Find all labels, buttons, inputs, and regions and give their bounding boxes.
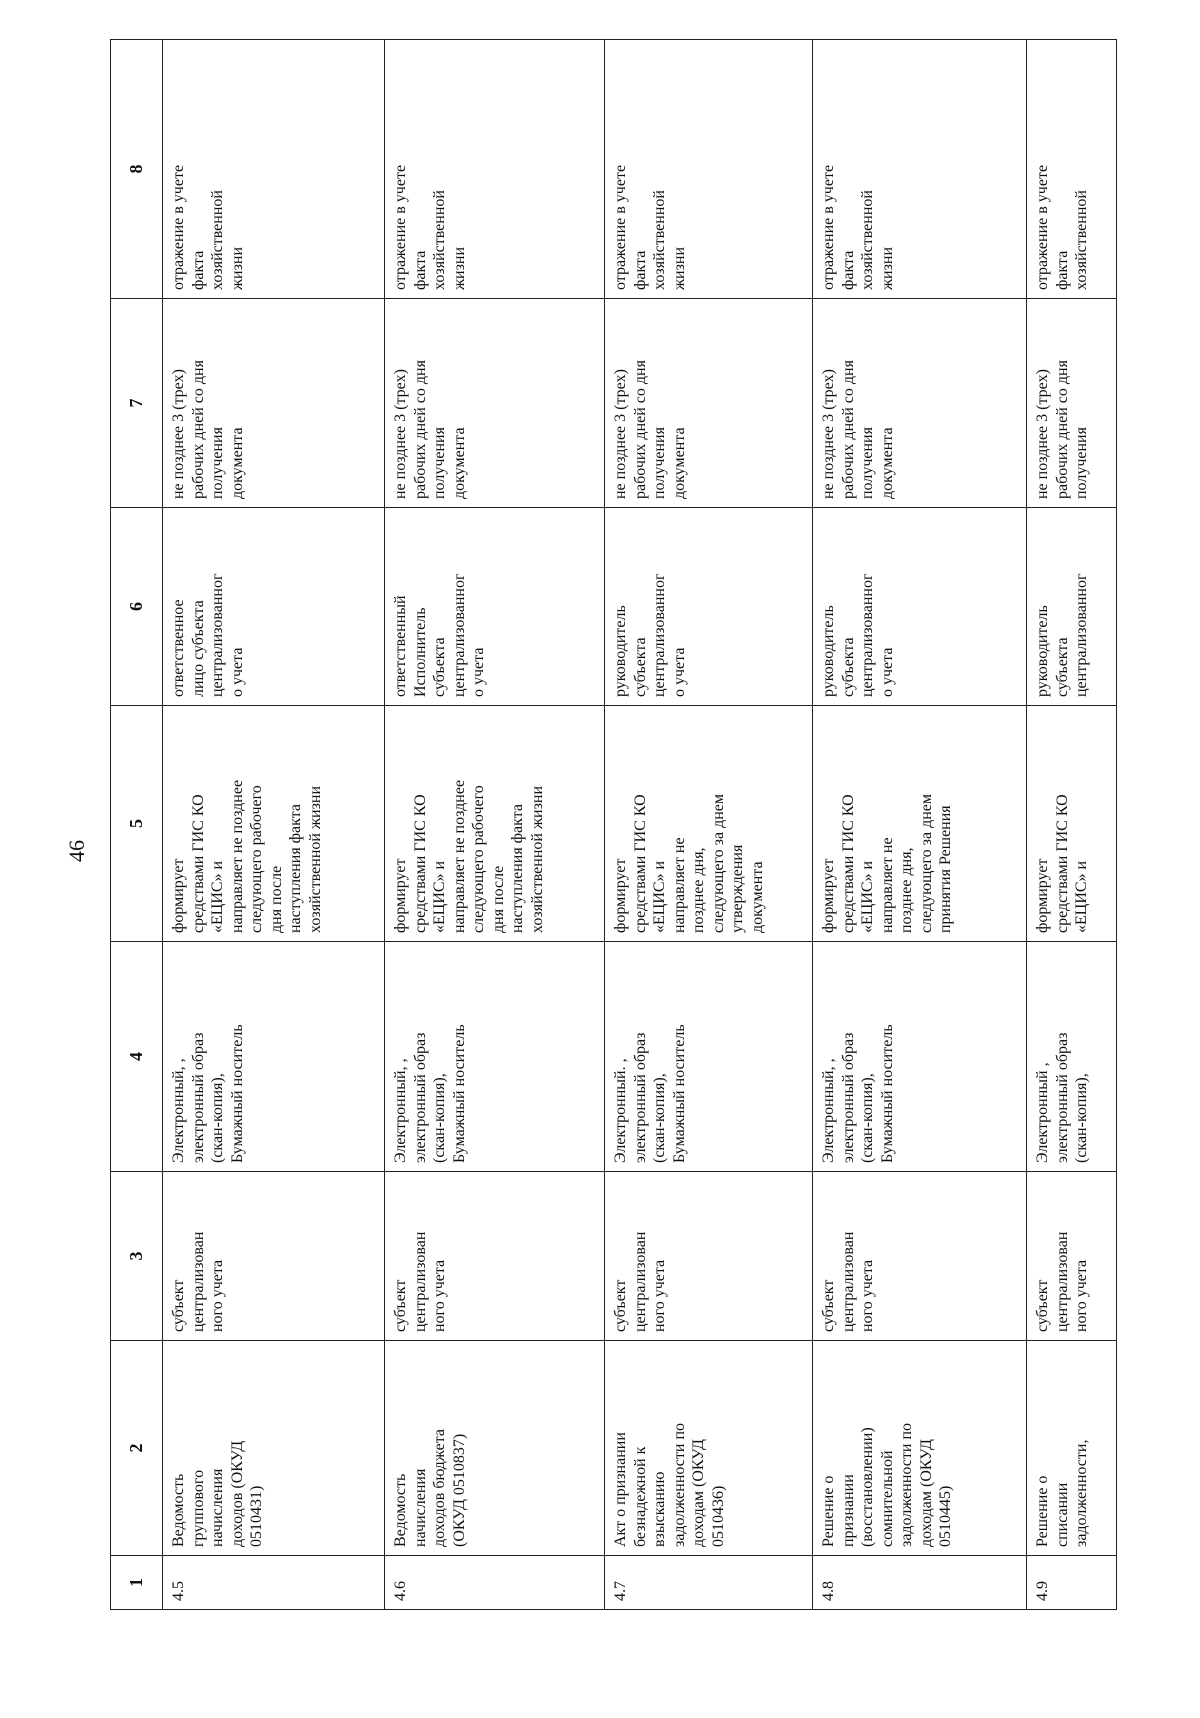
document-action: формирует средствами ГИС КО «ЕЦИС» и направляет не позднее дня, следующего за днем утверждения документа	[605, 706, 813, 942]
header-row	[111, 40, 163, 1610]
responsible-person: руководитель субъекта централизованног о учета	[813, 508, 1027, 706]
document-action: формирует средствами ГИС КО «ЕЦИС» и направляет не позднее следующего рабочего дня после наступления факта хозяйственной жизни	[163, 706, 385, 942]
page-number: 46	[64, 840, 89, 862]
purpose: отражение в учете факта хозяйственной жизни	[813, 40, 1027, 299]
document-originator: субъект централизован ного учета	[385, 1172, 605, 1341]
purpose: отражение в учете факта хозяйственной жизни	[385, 40, 605, 299]
document-form: Электронный , электронный образ (скан-копия),	[1027, 942, 1117, 1172]
row-number: 4.9	[1027, 1556, 1117, 1610]
deadline: не позднее 3 (трех) рабочих дней со дня получения документа	[605, 299, 813, 508]
column-header: 1	[111, 1556, 163, 1610]
purpose: отражение в учете факта хозяйственной жизни	[163, 40, 385, 299]
document-originator: субъект централизован ного учета	[163, 1172, 385, 1341]
column-header: 2	[111, 1341, 163, 1556]
row-number: 4.6	[385, 1556, 605, 1610]
document-name: Ведомость начисления доходов бюджета (ОКУД 0510837)	[385, 1341, 605, 1556]
row-number: 4.5	[163, 1556, 385, 1610]
deadline: не позднее 3 (трех) рабочих дней со дня получения	[1027, 299, 1117, 508]
column-header: 5	[111, 706, 163, 942]
row-number: 4.8	[813, 1556, 1027, 1610]
column-header: 3	[111, 1172, 163, 1341]
table-row	[1027, 40, 1117, 1610]
document-table	[110, 39, 1117, 1610]
column-header: 7	[111, 299, 163, 508]
document-action: формирует средствами ГИС КО «ЕЦИС» и	[1027, 706, 1117, 942]
document-name: Акт о признании безнадежной к взысканию задолженности по доходам (ОКУД 0510436)	[605, 1341, 813, 1556]
document-name: Решение о признании (восстановлении) сомнительной задолженности по доходам (ОКУД 0510445)	[813, 1341, 1027, 1556]
responsible-person: руководитель субъекта централизованног	[1027, 508, 1117, 706]
responsible-person: руководитель субъекта централизованног о учета	[605, 508, 813, 706]
document-originator: субъект централизован ного учета	[813, 1172, 1027, 1341]
row-number: 4.7	[605, 1556, 813, 1610]
document-name: Решение о списании задолженности,	[1027, 1341, 1117, 1556]
column-header: 6	[111, 508, 163, 706]
table-row	[605, 40, 813, 1610]
deadline: не позднее 3 (трех) рабочих дней со дня получения документа	[385, 299, 605, 508]
document-originator: субъект централизован ного учета	[605, 1172, 813, 1341]
purpose: отражение в учете факта хозяйственной жизни	[605, 40, 813, 299]
responsible-person: ответственное лицо субъекта централизованног о учета	[163, 508, 385, 706]
deadline: не позднее 3 (трех) рабочих дней со дня получения документа	[163, 299, 385, 508]
document-action: формирует средствами ГИС КО «ЕЦИС» и направляет не позднее следующего рабочего дня после наступления факта хозяйственной жизни	[385, 706, 605, 942]
column-header: 4	[111, 942, 163, 1172]
document-name: Ведомость группового начисления доходов (ОКУД 0510431)	[163, 1341, 385, 1556]
table-row	[813, 40, 1027, 1610]
document-form: Электронный. , электронный образ (скан-копия), Бумажный носитель	[605, 942, 813, 1172]
column-header: 8	[111, 40, 163, 299]
responsible-person: ответственный Исполнитель субъекта централизованног о учета	[385, 508, 605, 706]
table-row	[163, 40, 385, 1610]
document-action: формирует средствами ГИС КО «ЕЦИС» и направляет не позднее дня, следующего за днем принятия Решения	[813, 706, 1027, 942]
document-form: Электронный, , электронный образ (скан-копия), Бумажный носитель	[163, 942, 385, 1172]
document-form: Электронный, , электронный образ (скан-копия), Бумажный носитель	[813, 942, 1027, 1172]
table-row	[385, 40, 605, 1610]
purpose: отражение в учете факта хозяйственной	[1027, 40, 1117, 299]
document-form: Электронный, , электронный образ (скан-копия), Бумажный носитель	[385, 942, 605, 1172]
rotated-page	[110, 40, 1091, 1610]
document-originator: субъект централизован ного учета	[1027, 1172, 1117, 1341]
deadline: не позднее 3 (трех) рабочих дней со дня получения документа	[813, 299, 1027, 508]
